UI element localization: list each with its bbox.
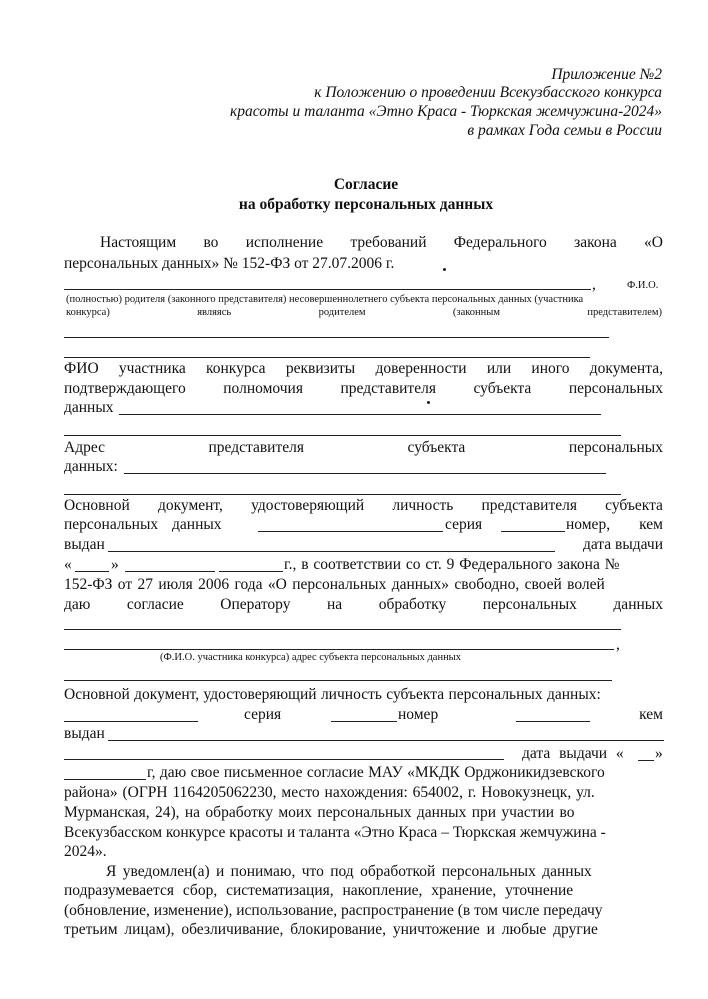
rep-line-3: данных	[64, 399, 114, 416]
address-line-1: Адрес представителя субъекта персональных	[64, 439, 663, 456]
doc1-quote-close: »	[111, 556, 119, 573]
doc2-line-7: Всекузбасском конкурсе красоты и таланта «Этно Краса – Тюркская жемчужина -	[64, 824, 606, 841]
fio-blank-line[interactable]	[64, 289, 591, 290]
address-line-2: данных:	[64, 458, 118, 475]
doc2-vydan-label: выдан	[64, 725, 105, 742]
doc2-nomer-label: номер	[398, 706, 439, 723]
doc2-line-6: Мурманская, 24), на обработку моих персональных данных при участии во	[64, 804, 575, 821]
fio-label: Ф.И.О.	[627, 280, 659, 291]
address-blank-line-2[interactable]	[64, 494, 621, 495]
rep-line-2: подтверждающего полномочия представителя субъекта персональных	[64, 380, 663, 397]
appendix-line-2: к Положению о проведении Всекузбасского конкурса	[314, 84, 662, 101]
doc1-line-1: Основной документ, удостоверяющий личность представителя субъекта	[64, 497, 663, 514]
doc1-month-blank[interactable]	[125, 571, 215, 572]
ink-dot	[427, 401, 430, 404]
doc2-blank-1[interactable]	[64, 721, 198, 722]
doc1-pd-blank[interactable]	[258, 531, 443, 532]
doc2-line-4: г, даю свое письменное согласие МАУ «МКДК Орджоникидзевского	[147, 764, 605, 781]
doc2-nomer-blank[interactable]	[516, 721, 590, 722]
title-line-1: Согласие	[333, 176, 399, 193]
doc2-vydan-blank-2[interactable]	[64, 759, 504, 760]
title-line-2: на обработку персональных данных	[238, 196, 494, 213]
doc2-quote-close: »	[655, 745, 663, 762]
doc1-pd-label: персональных данных	[64, 516, 222, 533]
doc1-vydan-label: выдан	[64, 536, 105, 553]
doc2-line-8: 2024».	[64, 843, 107, 860]
appendix-line-4: в рамках Года семьи в России	[467, 122, 662, 139]
doc2-date-label: дата выдачи «	[522, 745, 624, 762]
doc1-quote-open: «	[64, 556, 72, 573]
doc1-address-blank[interactable]	[64, 680, 612, 681]
doc1-year-blank[interactable]	[219, 571, 283, 572]
notice-line-4: третьим лицам), обезличивание, блокирование, уничтожение и любые другие	[64, 921, 598, 938]
fio-note-line-1: (полностью) родителя (законного представителя) несовершеннолетнего субъекта персональных данных (участника	[66, 294, 584, 305]
representative-blank-line-2[interactable]	[64, 357, 590, 358]
doc1-line-6: даю согласие Оператору на обработку персональных данных	[64, 596, 663, 613]
rep-line-1: ФИО участника конкурса реквизиты доверенности или иного документа,	[64, 360, 663, 377]
address-blank[interactable]	[124, 473, 606, 474]
doc1-day-blank[interactable]	[75, 571, 109, 572]
doc1-date-label: дата выдачи	[582, 536, 663, 553]
doc1-seria-label: серия	[445, 516, 483, 533]
doc2-vydan-blank[interactable]	[108, 740, 664, 741]
ink-dot	[443, 268, 446, 271]
doc2-seria-label: серия	[244, 706, 282, 723]
appendix-line-3: красоты и таланта «Этно Краса - Тюркская жемчужина-2024»	[229, 103, 662, 120]
doc2-kem-label: кем	[639, 706, 663, 723]
rep-data-blank[interactable]	[119, 414, 601, 415]
doc2-year-blank[interactable]	[64, 779, 146, 780]
doc1-consent-blank-2[interactable]	[64, 649, 614, 650]
doc1-line-5: 152-ФЗ от 27 июля 2006 года «О персональных данных» свободно, своей волей	[64, 576, 605, 593]
notice-line-2: подразумевается сбор, систематизация, накопление, хранение, уточнение	[64, 882, 574, 899]
doc2-line-1: Основной документ, удостоверяющий личность субъекта персональных данных:	[64, 686, 601, 703]
doc1-seria-blank[interactable]	[501, 531, 565, 532]
appendix-line-1: Приложение №2	[551, 66, 662, 83]
doc1-comma: ,	[616, 636, 620, 653]
fio-comma: ,	[592, 276, 596, 293]
doc1-vydan-blank[interactable]	[108, 551, 555, 552]
doc1-line-4-text: г., в соответствии со ст. 9 Федерального закона №	[284, 556, 620, 573]
representative-blank-line-1[interactable]	[64, 337, 609, 338]
notice-line-1: Я уведомлен(а) и понимаю, что под обработкой персональных данных	[106, 863, 592, 880]
intro-line-1: Настоящим во исполнение требований Федерального закона «О	[100, 234, 663, 251]
rep-blank-line-2[interactable]	[64, 435, 621, 436]
doc1-kem-label: кем	[639, 516, 663, 533]
doc1-note: (Ф.И.О. участника конкурса) адрес субъекта персональных данных	[160, 652, 461, 663]
notice-line-3: (обновление, изменение), использование, распространение (в том числе передачу	[64, 902, 603, 919]
doc2-line-5: района» (ОГРН 1164205062230, место нахождения: 654002, г. Новокузнецк, ул.	[64, 784, 595, 801]
doc1-nomer-label: номер,	[566, 516, 611, 533]
doc2-seria-blank[interactable]	[331, 721, 397, 722]
intro-line-2: персональных данных» № 152-ФЗ от 27.07.2006 г.	[64, 255, 395, 272]
doc2-day-blank[interactable]	[638, 760, 654, 761]
fio-note-line-2: конкурса) являясь родителем (законным представителем)	[66, 307, 662, 318]
doc1-consent-blank-1[interactable]	[64, 629, 621, 630]
